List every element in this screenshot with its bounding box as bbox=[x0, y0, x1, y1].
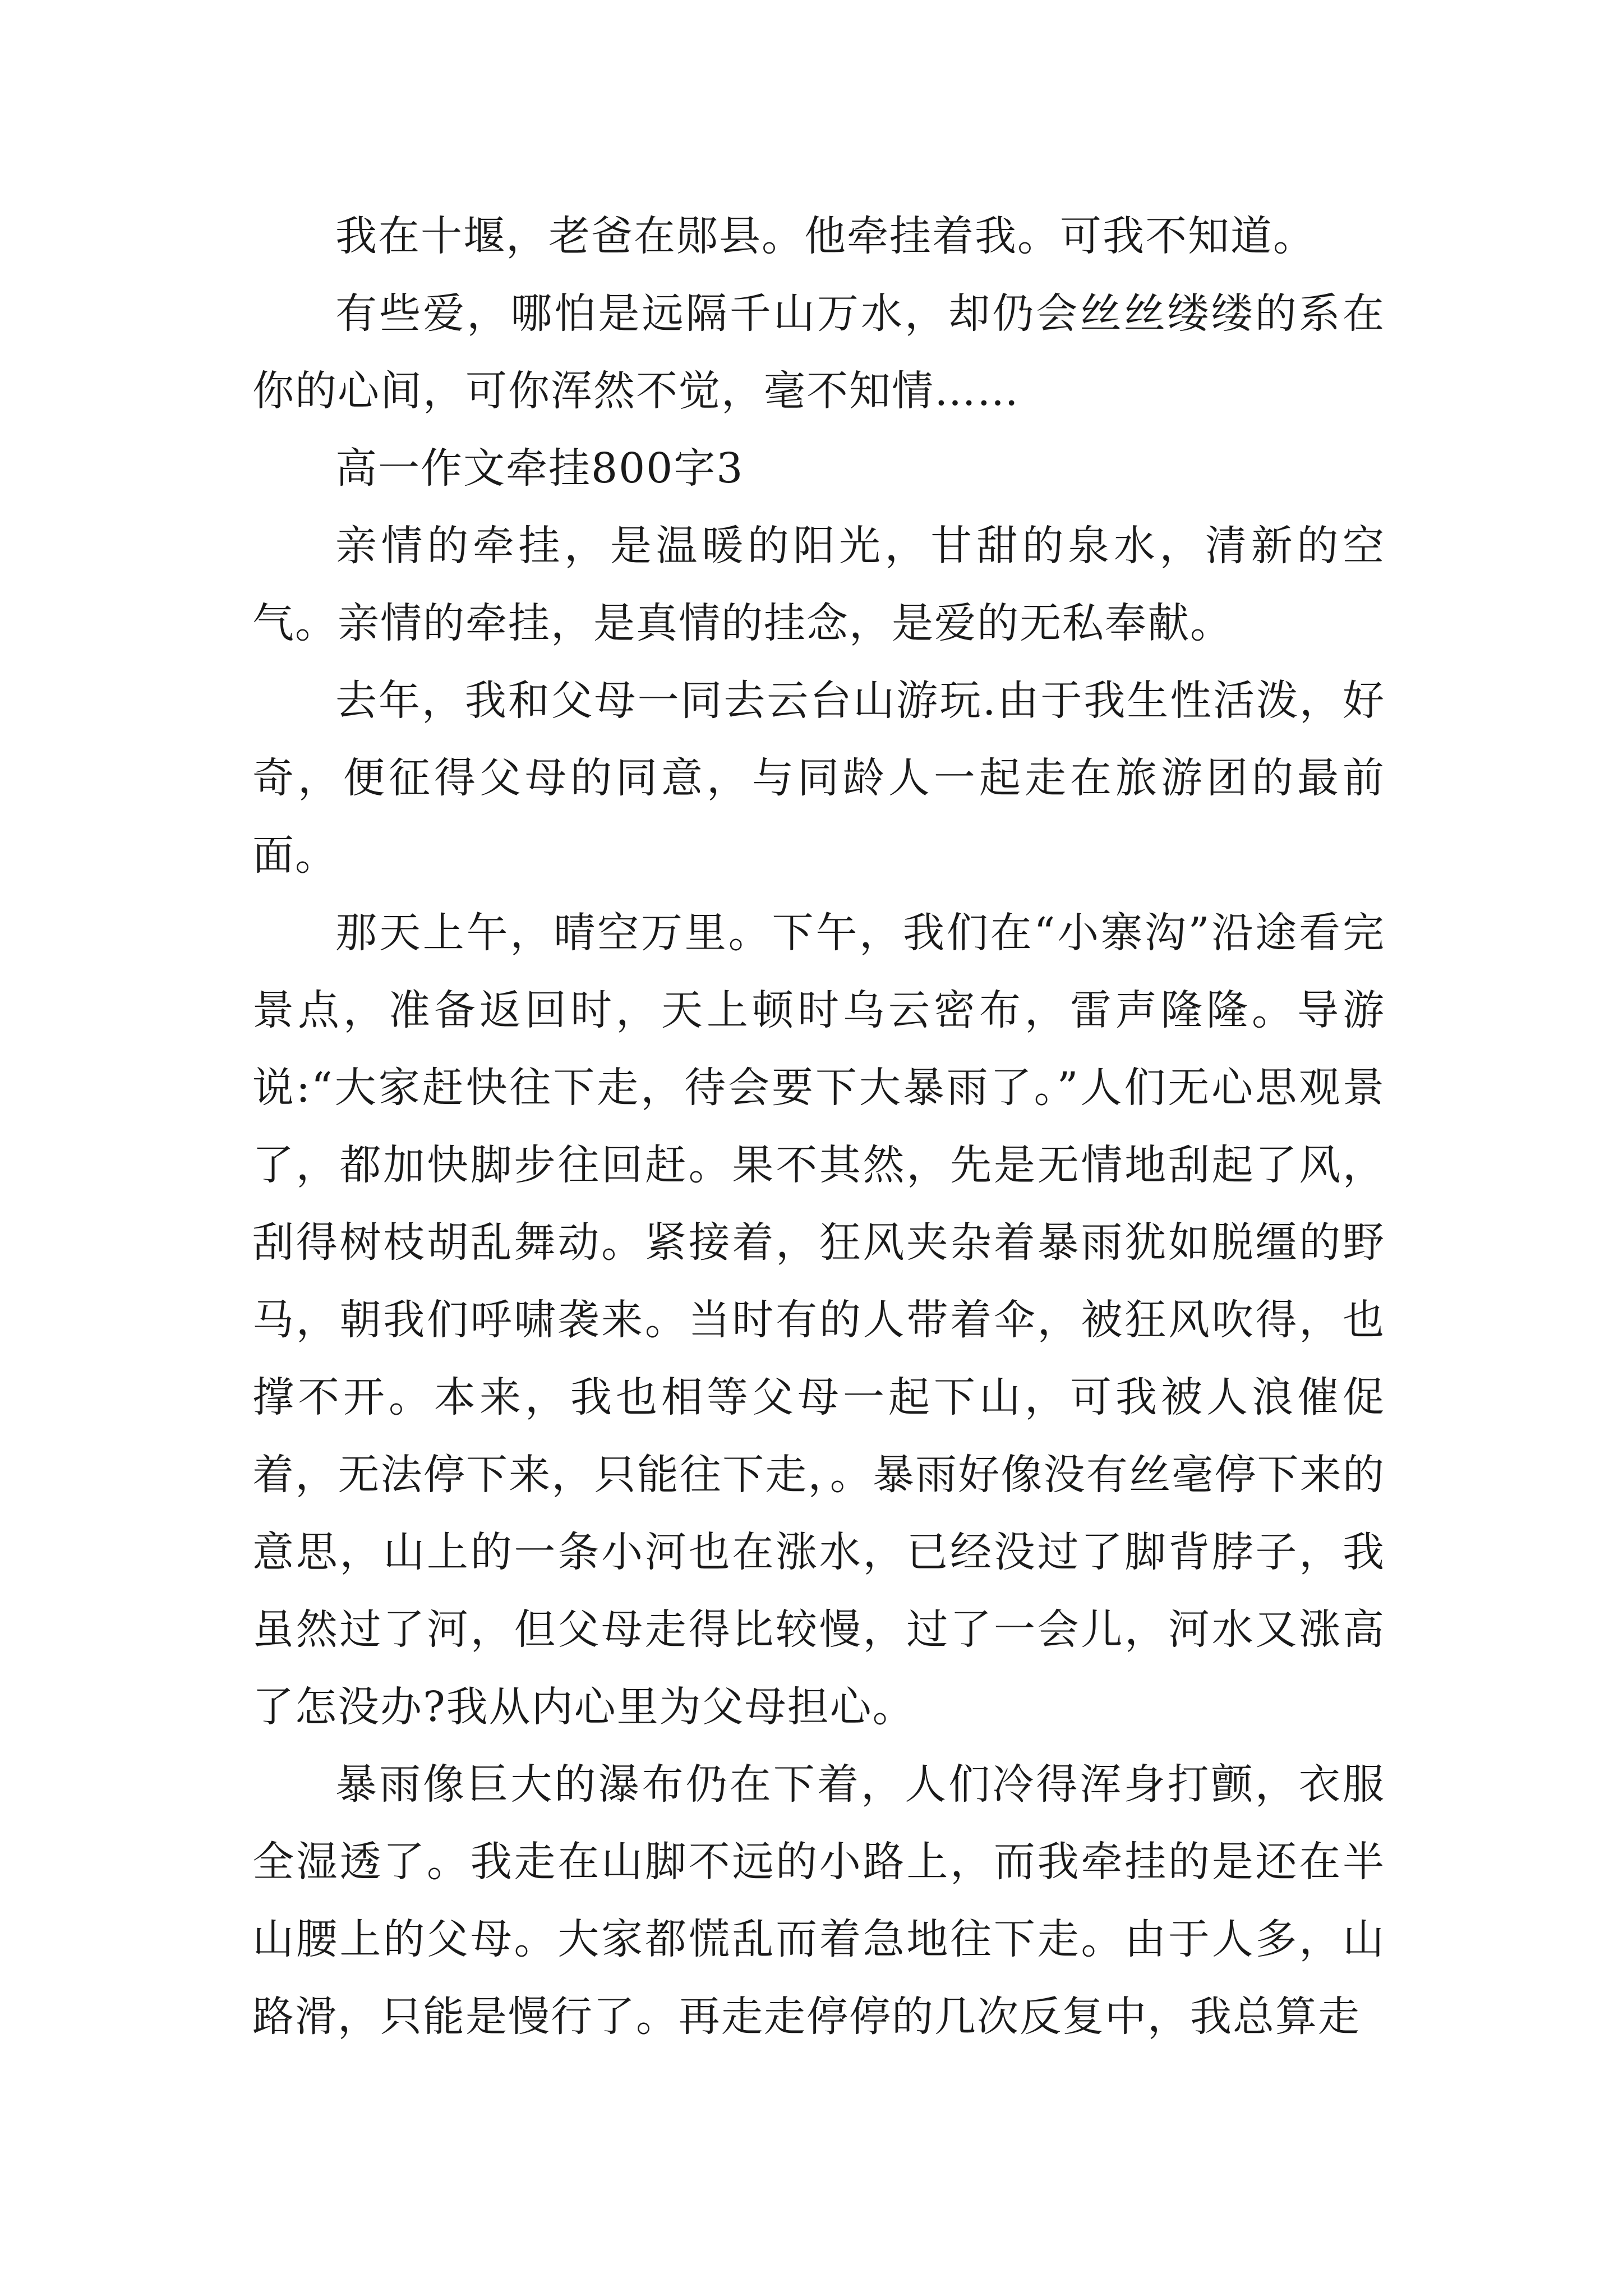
paragraph-1: 我在十堰，老爸在郧县。他牵挂着我。可我不知道。 bbox=[335, 212, 1316, 260]
section-heading: 高一作文牵挂800字3 bbox=[335, 444, 744, 493]
paragraph-2: 有些爱，哪怕是远隔千山万水，却仍会丝丝缕缕的系在你的心间，可你浑然不觉，毫不知情…… bbox=[252, 289, 1385, 415]
document-body bbox=[252, 197, 1385, 2055]
paragraph-6: 暴雨像巨大的瀑布仍在下着，人们冷得浑身打颤，衣服全湿透了。我走在山脚不远的小路上，而我牵挂的是还在半山腰上的父母。大家都慌乱而着急地往下走。由于人多，山路滑，只能是慢行了。再走走停停的几次反复中，我总算走 bbox=[252, 1760, 1385, 2041]
paragraph-3: 亲情的牵挂，是温暖的阳光，甘甜的泉水，清新的空气。亲情的牵挂，是真情的挂念，是爱的无私奉献。 bbox=[252, 522, 1385, 647]
paragraph-4: 去年，我和父母一同去云台山游玩.由于我生性活泼，好奇，便征得父母的同意，与同龄人一起走在旅游团的最前面。 bbox=[252, 677, 1385, 880]
paragraph-5: 那天上午，晴空万里。下午，我们在“小寨沟”沿途看完景点，准备返回时，天上顿时乌云密布，雷声隆隆。导游说:“大家赶快往下走，待会要下大暴雨了。”人们无心思观景了，都加快脚步往回赶。果不其然，先是无情地刮起了风，刮得树枝胡乱舞动。紧接着，狂风夹杂着暴雨犹如脱缰的野马，朝我们呼啸袭来。当时有的人带着伞，被狂风吹得，也撑不开。本来，我也相等父母一起下山，可我被人浪催促着，无法停下来，只能往下走，。暴雨好像没有丝毫停下来的意思，山上的一条小河也在涨水，已经没过了脚背脖子，我虽然过了河，但父母走得比较慢，过了一会儿，河水又涨高了怎没办?我从内心里为父母担心。 bbox=[252, 909, 1385, 1731]
